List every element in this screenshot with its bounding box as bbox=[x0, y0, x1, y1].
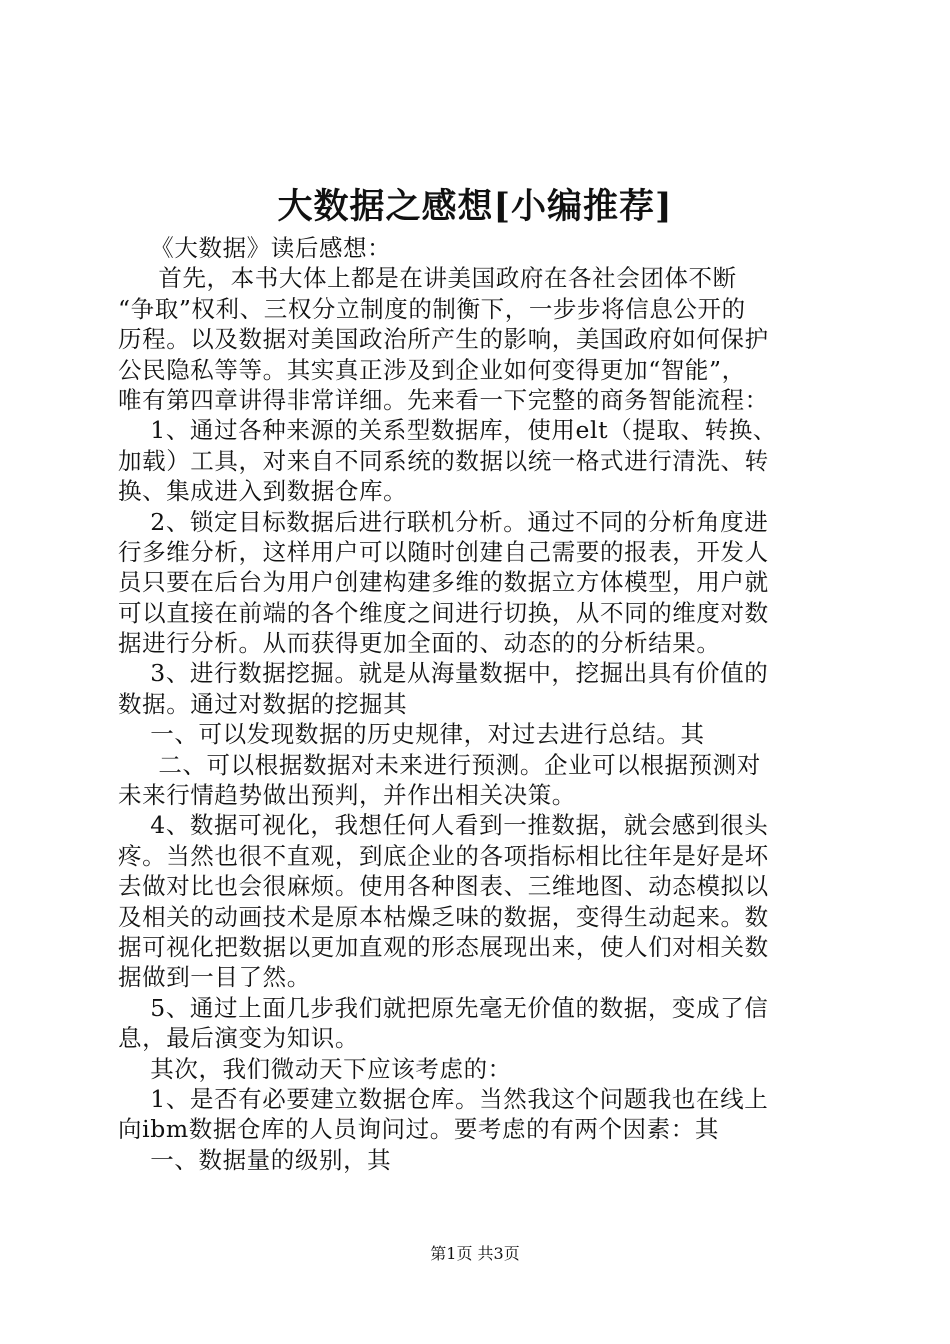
text-line: 未来行情趋势做出预判，并作出相关决策。 bbox=[118, 781, 576, 810]
text-line: 据进行分析。从而获得更加全面的、动态的的分析结果。 bbox=[118, 629, 721, 658]
text-line: 公民隐私等等。其实真正涉及到企业如何变得更加“智能”， bbox=[118, 355, 746, 384]
text-line: 加载）工具，对来自不同系统的数据以统一格式进行清洗、转 bbox=[118, 446, 769, 475]
text-line: 息，最后演变为知识。 bbox=[118, 1024, 359, 1053]
text-line: 及相关的动画技术是原本枯燥乏味的数据，变得生动起来。数 bbox=[118, 902, 769, 931]
text-line: 唯有第四章讲得非常详细。先来看一下完整的商务智能流程： bbox=[118, 385, 769, 414]
text-line: 向ibm数据仓库的人员询问过。要考虑的有两个因素：其 bbox=[118, 1115, 719, 1144]
document-title: 大数据之感想[小编推荐] bbox=[277, 186, 673, 227]
text-line: 二、可以根据数据对未来进行预测。企业可以根据预测对 bbox=[118, 750, 761, 779]
text-line: 其次，我们微动天下应该考虑的： bbox=[118, 1054, 512, 1083]
text-line: 可以直接在前端的各个维度之间进行切换，从不同的维度对数 bbox=[118, 598, 769, 627]
text-line: 据可视化把数据以更加直观的形态展现出来，使人们对相关数 bbox=[118, 932, 769, 961]
text-line: 员只要在后台为用户创建构建多维的数据立方体模型，用户就 bbox=[118, 568, 769, 597]
text-line: 1、通过各种来源的关系型数据库，使用elt（提取、转换、 bbox=[118, 416, 777, 445]
text-line: 行多维分析，这样用户可以随时创建自己需要的报表，开发人 bbox=[118, 537, 769, 566]
document-body bbox=[118, 233, 838, 1175]
text-line: 一、可以发现数据的历史规律，对过去进行总结。其 bbox=[118, 720, 705, 749]
page-number-footer: 第1页 共3页 bbox=[430, 1244, 520, 1263]
text-line: 5、通过上面几步我们就把原先毫无价值的数据，变成了信 bbox=[118, 993, 769, 1022]
text-line: 换、集成进入到数据仓库。 bbox=[118, 477, 408, 506]
text-line: 数据。通过对数据的挖掘其 bbox=[118, 689, 408, 718]
text-line: 历程。以及数据对美国政治所产生的影响，美国政府如何保护 bbox=[118, 325, 769, 354]
text-line: 3、进行数据挖掘。就是从海量数据中，挖掘出具有价值的 bbox=[118, 659, 769, 688]
text-line: 一、数据量的级别，其 bbox=[118, 1145, 392, 1174]
text-line: 首先，本书大体上都是在讲美国政府在各社会团体不断 bbox=[118, 264, 737, 293]
text-line: “争取”权利、三权分立制度的制衡下，一步步将信息公开的 bbox=[118, 294, 746, 323]
text-line: 《大数据》读后感想： bbox=[118, 234, 392, 262]
text-line: 据做到一目了然。 bbox=[118, 963, 311, 992]
text-line: 1、是否有必要建立数据仓库。当然我这个问题我也在线上 bbox=[118, 1084, 769, 1113]
text-line: 去做对比也会很麻烦。使用各种图表、三维地图、动态模拟以 bbox=[118, 872, 769, 901]
text-line: 疼。当然也很不直观，到底企业的各项指标相比往年是好是坏 bbox=[118, 841, 769, 870]
text-line: 2、锁定目标数据后进行联机分析。通过不同的分析角度进 bbox=[118, 507, 769, 536]
text-line: 4、数据可视化，我想任何人看到一推数据，就会感到很头 bbox=[118, 811, 769, 840]
